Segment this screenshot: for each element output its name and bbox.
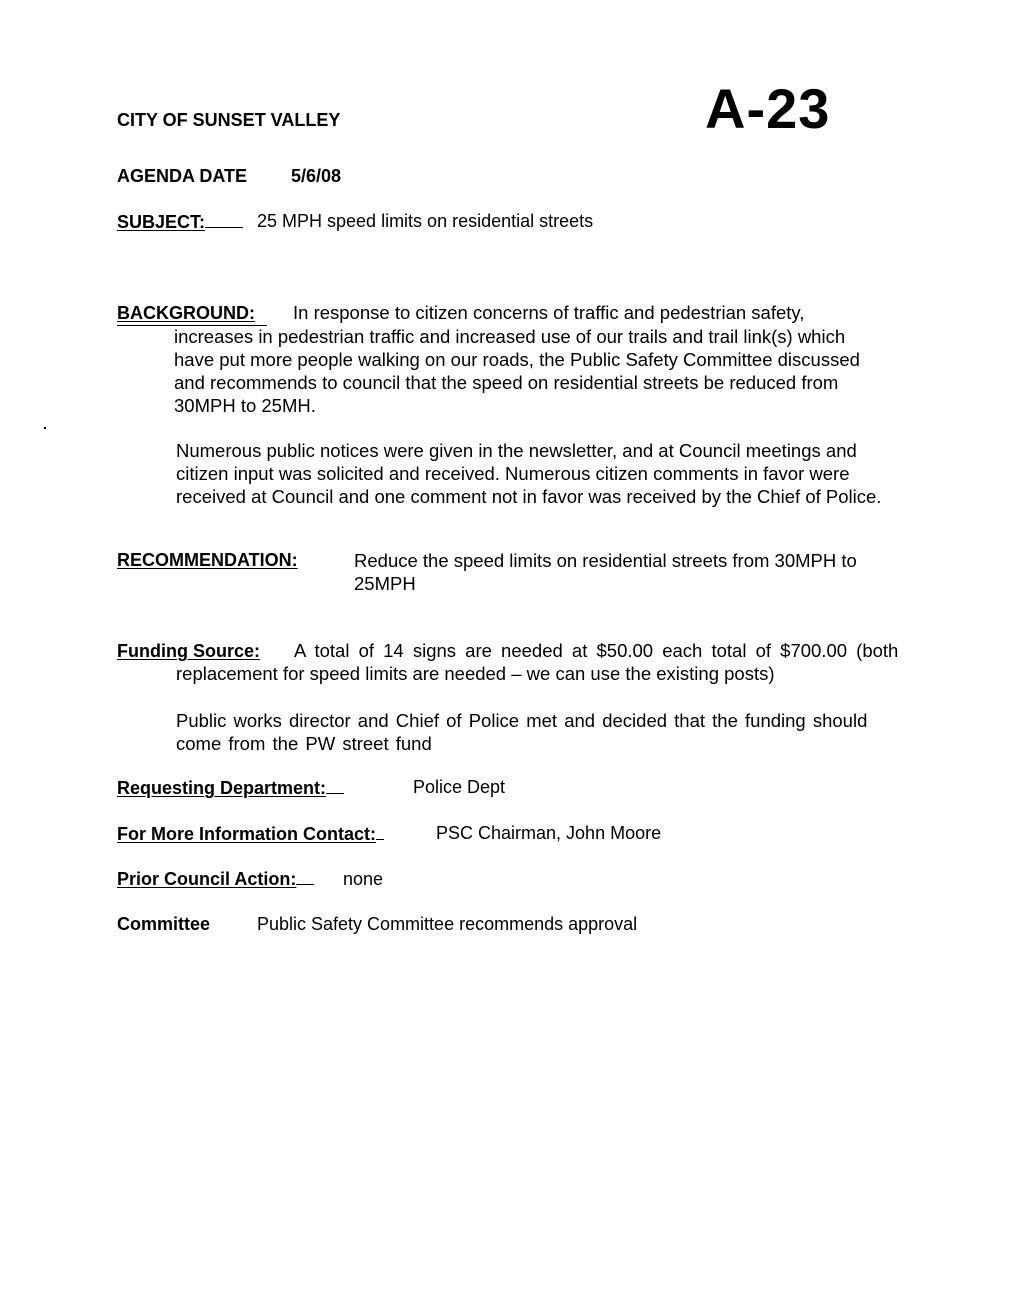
recommendation-line: Reduce the speed limits on residential streets from 30MPH to (354, 550, 857, 571)
contact-underline (376, 823, 384, 840)
requesting-department-underline (326, 777, 344, 794)
background-line: received at Council and one comment not in favor was received by the Chief of Police. (176, 486, 882, 507)
recommendation-line: 25MPH (354, 573, 416, 594)
subject-label: SUBJECT: (117, 211, 243, 233)
funding-label: Funding Source: (117, 641, 260, 661)
recommendation-label: RECOMMENDATION: (117, 550, 298, 570)
background-line: citizen input was solicited and received. Numerous citizen comments in favor were (176, 463, 850, 484)
agenda-date-value: 5/6/08 (291, 166, 342, 186)
funding-line: Public works director and Chief of Police met and decided that the funding should (176, 710, 868, 731)
background-line: have put more people walking on our roads, the Public Safety Committee discussed (174, 349, 860, 370)
agenda-date-label: AGENDA DATE (117, 166, 247, 186)
recommendation-text (354, 549, 857, 595)
committee-label: Committee (117, 914, 211, 934)
prior-action-value: none (343, 869, 384, 889)
prior-action-underline (296, 868, 314, 885)
committee-value: Public Safety Committee recommends approval (257, 914, 638, 934)
background-line: increases in pedestrian traffic and increased use of our trails and trail link(s) which (174, 326, 846, 347)
stray-dot (44, 427, 46, 429)
background-paragraph (174, 325, 860, 417)
contact-value: PSC Chairman, John Moore (436, 823, 662, 843)
funding-line: come from the PW street fund (176, 733, 432, 754)
prior-action-label: Prior Council Action: (117, 868, 314, 890)
background-line: and recommends to council that the speed on residential streets be reduced from (174, 372, 839, 393)
agenda-item-number: A-23 (705, 77, 831, 140)
funding-second-line: replacement for speed limits are needed – we can use the existing posts) (176, 663, 775, 684)
background-paragraph-2 (176, 439, 881, 508)
city-name: CITY OF SUNSET VALLEY (117, 110, 341, 130)
background-first-line: In response to citizen concerns of traffic and pedestrian safety, (293, 302, 805, 323)
funding-first-line: A total of 14 signs are needed at $50.00 each total of $700.00 (both (294, 640, 899, 661)
background-label: BACKGROUND: (117, 303, 255, 323)
contact-label: For More Information Contact: (117, 823, 384, 845)
subject-underline (205, 211, 243, 228)
background-line: 30MPH to 25MH. (174, 395, 316, 416)
background-line: Numerous public notices were given in the newsletter, and at Council meetings and (176, 440, 857, 461)
requesting-department-label: Requesting Department: (117, 777, 344, 799)
subject-value: 25 MPH speed limits on residential streets (257, 211, 594, 231)
requesting-department-value: Police Dept (413, 777, 506, 797)
funding-paragraph-2 (176, 709, 867, 755)
